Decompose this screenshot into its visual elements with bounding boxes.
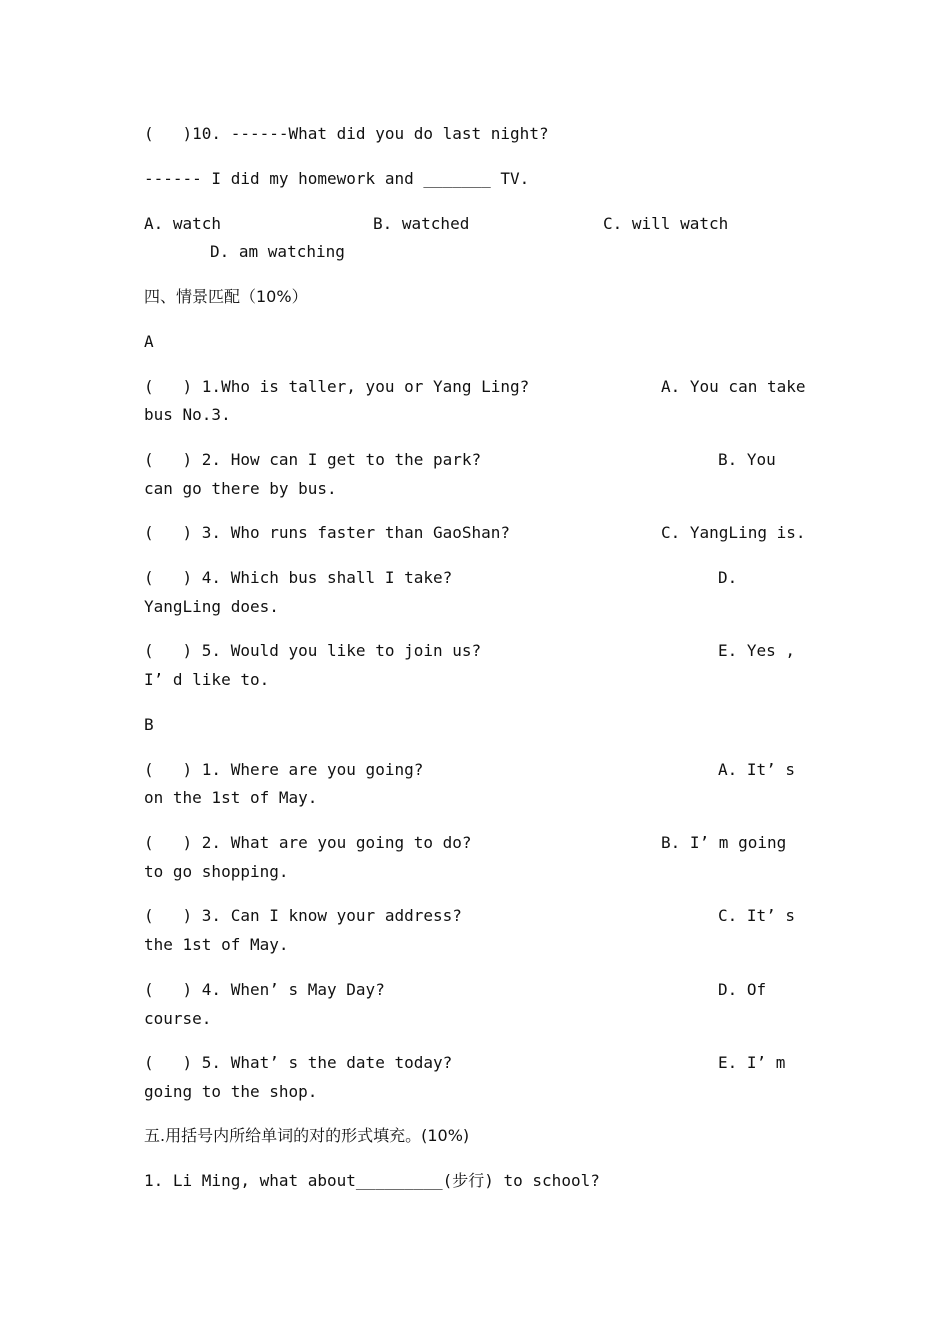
part-b-answer-3: C. It’ s <box>718 906 796 925</box>
part-b-answer-1-cont: on the 1st of May. <box>144 788 318 807</box>
part-b-answer-2-cont: to go shopping. <box>144 862 289 881</box>
part-a-answer-2: B. You <box>718 450 776 469</box>
part-a-answer-4: D. <box>718 568 738 587</box>
part-a-answer-2-cont: can go there by bus. <box>144 479 337 498</box>
section5-question-1: 1. Li Ming, what about_________(步行) to school? <box>144 1171 600 1190</box>
part-a-question-4: ( ) 4. Which bus shall I take? <box>144 568 453 587</box>
part-b-question-3: ( ) 3. Can I know your address? <box>144 906 462 925</box>
part-b-label: B <box>144 715 154 734</box>
part-b-question-2: ( ) 2. What are you going to do? <box>144 833 472 852</box>
part-b-question-5: ( ) 5. What’ s the date today? <box>144 1053 453 1072</box>
part-a-question-1: ( ) 1.Who is taller, you or Yang Ling? <box>144 377 530 396</box>
part-b-answer-1: A. It’ s <box>718 760 796 779</box>
part-a-answer-5: E. Yes , <box>718 641 796 660</box>
q10-option-a: A. watch <box>144 214 222 233</box>
part-b-question-4: ( ) 4. When’ s May Day? <box>144 980 385 999</box>
q10-line1: ( )10. ------What did you do last night? <box>144 124 549 143</box>
part-b-answer-3-cont: the 1st of May. <box>144 935 289 954</box>
part-b-answer-4: D. Of <box>718 980 767 999</box>
part-a-label: A <box>144 332 154 351</box>
part-b-question-1: ( ) 1. Where are you going? <box>144 760 424 779</box>
part-a-question-3: ( ) 3. Who runs faster than GaoShan? <box>144 523 511 542</box>
q10-option-b: B. watched <box>373 214 470 233</box>
part-b-answer-4-cont: course. <box>144 1009 212 1028</box>
q10-line2: ------ I did my homework and _______ TV. <box>144 169 530 188</box>
part-a-question-2: ( ) 2. How can I get to the park? <box>144 450 482 469</box>
part-a-answer-5-cont: I’ d like to. <box>144 670 270 689</box>
section4-title: 四、情景匹配（10%） <box>144 287 308 306</box>
part-b-answer-2: B. I’ m going <box>661 833 787 852</box>
q10-option-c: C. will watch <box>603 214 729 233</box>
q10-option-d: D. am watching <box>210 242 345 261</box>
part-a-question-5: ( ) 5. Would you like to join us? <box>144 641 482 660</box>
part-b-answer-5: E. I’ m <box>718 1053 786 1072</box>
section5-title: 五.用括号内所给单词的对的形式填充。(10%) <box>144 1126 470 1145</box>
part-a-answer-4-cont: YangLing does. <box>144 597 279 616</box>
part-a-answer-1: A. You can take <box>661 377 806 396</box>
part-a-answer-1-cont: bus No.3. <box>144 405 231 424</box>
part-b-answer-5-cont: going to the shop. <box>144 1082 318 1101</box>
part-a-answer-3: C. YangLing is. <box>661 523 806 542</box>
